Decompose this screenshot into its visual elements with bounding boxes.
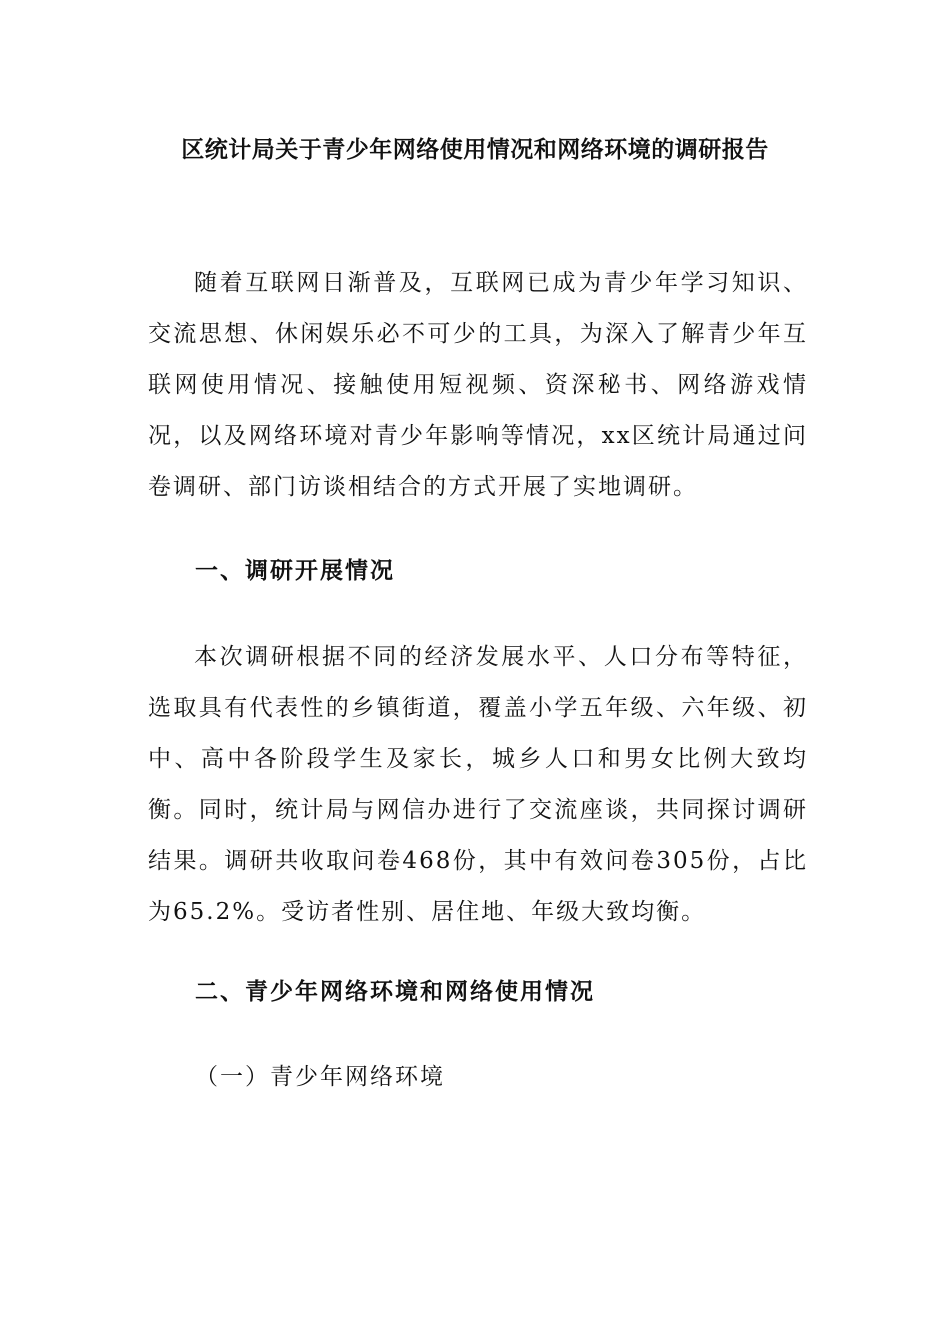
document-title: 区统计局关于青少年网络使用情况和网络环境的调研报告 — [181, 136, 769, 163]
section-heading-1: 一、调研开展情况 — [195, 557, 395, 584]
intro-paragraph: 随着互联网日渐普及，互联网已成为青少年学习知识、交流思想、休闲娱乐必不可少的工具，为深入了解青少年互联网使用情况、接触使用短视频、资深秘书、网络游戏情况，以及网络环境对青少年影响等情况，xx区统计局通过问卷调研、部门访谈相结合的方式开展了实地调研。 — [148, 270, 808, 500]
section-heading-2: 二、青少年网络环境和网络使用情况 — [195, 978, 595, 1005]
section-1-paragraph: 本次调研根据不同的经济发展水平、人口分布等特征，选取具有代表性的乡镇街道，覆盖小学五年级、六年级、初中、高中各阶段学生及家长，城乡人口和男女比例大致均衡。同时，统计局与网信办进行了交流座谈，共同探讨调研结果。调研共收取问卷468份，其中有效问卷305份，占比为65.2%。受访者性别、居住地、年级大致均衡。 — [148, 644, 808, 925]
subsection-heading-2-1: （一）青少年网络环境 — [195, 1064, 445, 1090]
